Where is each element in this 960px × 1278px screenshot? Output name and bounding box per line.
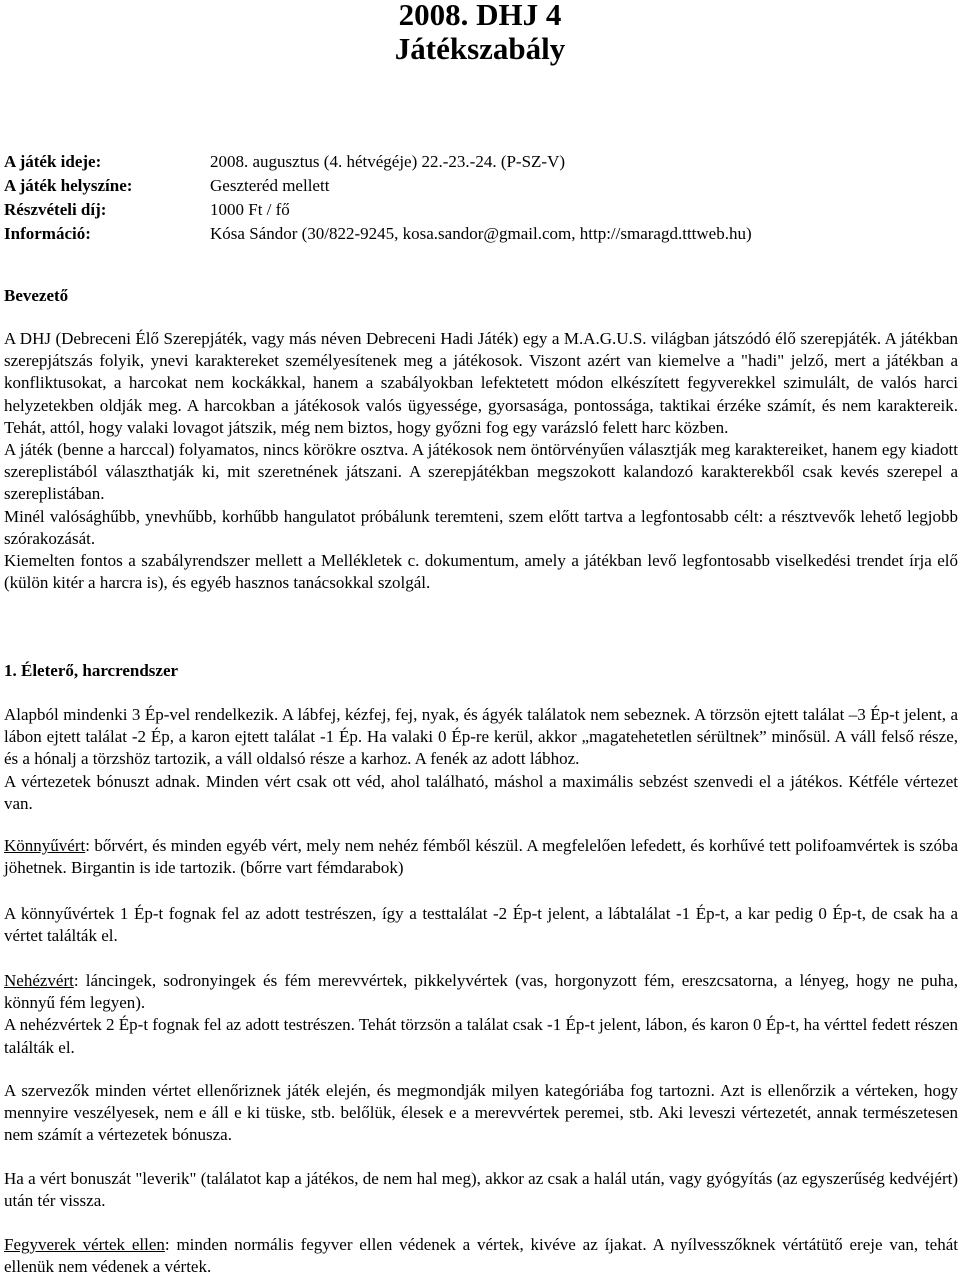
health-paragraph	[4, 704, 958, 815]
intro-paragraph: Kiemelten fontos a szabályrendszer mellett a Mellékletek c. dokumentum, amely a játékban levő legfontosabb viselkedési trendet írja elő (külön kitér a harcra is), és egyéb hasznos tanácsokkal szolgál.	[4, 551, 958, 593]
info-value: 1000 Ft / fő	[210, 200, 290, 219]
info-row-contact	[4, 222, 752, 246]
heavy-armor-term: Nehézvért	[4, 971, 74, 990]
armor-bonus-loss-paragraph	[4, 1168, 958, 1212]
document-title: 2008. DHJ 4	[398, 0, 562, 32]
intro-text	[4, 328, 958, 594]
weapons-vs-armor-paragraph	[4, 1234, 958, 1278]
info-row-date	[4, 150, 752, 174]
weapons-vs-armor-term: Fegyverek vértek ellen	[4, 1235, 165, 1254]
info-value: Kósa Sándor (30/822-9245, kosa.sandor@gmail.com, http://smaragd.tttweb.hu)	[210, 224, 752, 243]
intro-paragraph: A játék (benne a harccal) folyamatos, nincs körökre osztva. A játékosok nem öntörvényűen választják meg karaktereiket, hanem egy kiadott szereplistából választhatják ki, mit szeretnének játszani. A szerepjátékban megszokott kalandozó karakterekből csak kevés szerepel a szereplistában.	[4, 440, 958, 504]
armor-intro-text: A vértezetek bónuszt adnak. Minden vért csak ott véd, ahol található, máshol a maximális sebzést szenvedi el a játékos. Kétféle vértezet van.	[4, 771, 958, 813]
armor-check-paragraph	[4, 1080, 958, 1147]
heavy-armor-definition: : láncingek, sodronyingek és fém merevvértek, pikkelyvértek (vas, horgonyzott fém, ereszcsatorna, a lényeg, hogy ne puha, könnyű fém legyen).	[4, 971, 958, 1013]
section-heading-health: 1. Életerő, harcrendszer	[4, 661, 179, 680]
heavy-armor-bonus-text: A nehézvértek 2 Ép-t fognak fel az adott testrészen. Tehát törzsön a találat csak -1 Ép-t jelent, lábon, és karon 0 Ép-t, ha vérttel fedett részen találták el.	[4, 1015, 958, 1057]
document-subtitle: Játékszabály	[394, 31, 566, 66]
info-label: A játék helyszíne:	[4, 176, 133, 195]
info-value: Geszteréd mellett	[210, 176, 330, 195]
intro-paragraph: A DHJ (Debreceni Élő Szerepjáték, vagy más néven Debreceni Hadi Játék) egy a M.A.G.U.S. világban játszódó élő szerepjáték. A játékban szerepjátszás folyik, ynevi karaktereket személyesítenek meg a játékosok. Viszont azért van kiemelve a "hadi" jelző, mert a játékban a konfliktusokat, a harcokat nem kockákkal, hanem a szabályokban lefektetett módon elkészített fegyverekkel szimulált, de valós harci helyzetekben oldják meg. A harcokban a játékosok valós ügyessége, gyorsasága, pontossága, taktikai érzéke számít, és nem karaktereik. Tehát, attól, hogy valaki lovagot játszik, még nem biztos, hogy győzni fog egy varázsló felett harc közben.	[4, 329, 958, 437]
armor-check-text: A szervezők minden vértet ellenőriznek játék elején, és megmondják milyen kategóriába fog tartozni. Azt is ellenőrzik a vérteken, hogy mennyire veszélyesek, nem e áll e ki tüske, stb. belőlük, élesek e a merevvértek peremei, stb. Aki leveszi vértezetét, annak természetesen nem számít a vértezetek bónusza.	[4, 1081, 958, 1145]
info-label: Információ:	[4, 224, 91, 243]
armor-bonus-loss-text: Ha a vért bonuszát "leverik" (találatot kap a játékos, de nem hal meg), akkor az csak a halál után, vagy gyógyítás (az egyszerűség kedvéjért) után tér vissza.	[4, 1169, 958, 1211]
info-value: 2008. augusztus (4. hétvégéje) 22.-23.-24. (P-SZ-V)	[210, 152, 566, 171]
info-label: Részvételi díj:	[4, 200, 107, 219]
light-armor-definition: : bőrvért, és minden egyéb vért, mely nem nehéz fémből készül. A megfelelően lefedett, és korhűvé tett polifoamvértek is szóba jöhetnek. Birgantin is ide tartozik. (bőrre vart fémdarabok)	[4, 836, 958, 878]
info-row-location	[4, 174, 752, 198]
info-row-fee	[4, 198, 752, 222]
intro-paragraph: Minél valósághűbb, ynevhűbb, korhűbb hangulatot próbálunk teremteni, szem előtt tartva a legfontosabb célt: a résztvevők lehető legjobb szórakozását.	[4, 506, 958, 548]
light-armor-bonus-paragraph	[4, 903, 958, 947]
health-rules-text: Alapból mindenki 3 Ép-vel rendelkezik. A lábfej, kézfej, fej, nyak, és ágyék találatok nem sebeznek. A törzsön ejtett találat –3 Ép-t jelent, a lábon ejtett találat -2 Ép, a karon ejtett találat -1 Ép. Ha valaki 0 Ép-re kerül, akkor „magatehetetlen sérültnek” minősül. A váll felső része, és a hónalj a törzshöz tartozik, a váll oldalsó része a karhoz. A fenék az adott lábhoz.	[4, 705, 958, 769]
event-info-table	[4, 150, 752, 246]
section-heading-intro: Bevezető	[4, 286, 69, 305]
light-armor-paragraph	[4, 835, 958, 879]
heavy-armor-paragraph	[4, 970, 958, 1059]
weapons-vs-armor-definition: : minden normális fegyver ellen védenek a vértek, kivéve az íjakat. A nyílvesszőknek vértátütő ereje van, tehát ellenük nem védenek a vértek.	[4, 1235, 958, 1277]
info-label: A játék ideje:	[4, 152, 102, 171]
light-armor-term: Könnyűvért	[4, 836, 86, 855]
light-armor-bonus-text: A könnyűvértek 1 Ép-t fognak fel az adott testrészen, így a testtalálat -2 Ép-t jelent, a lábtalálat -1 Ép-t, a kar pedig 0 Ép-t, de csak ha a vértet találták el.	[4, 904, 958, 946]
